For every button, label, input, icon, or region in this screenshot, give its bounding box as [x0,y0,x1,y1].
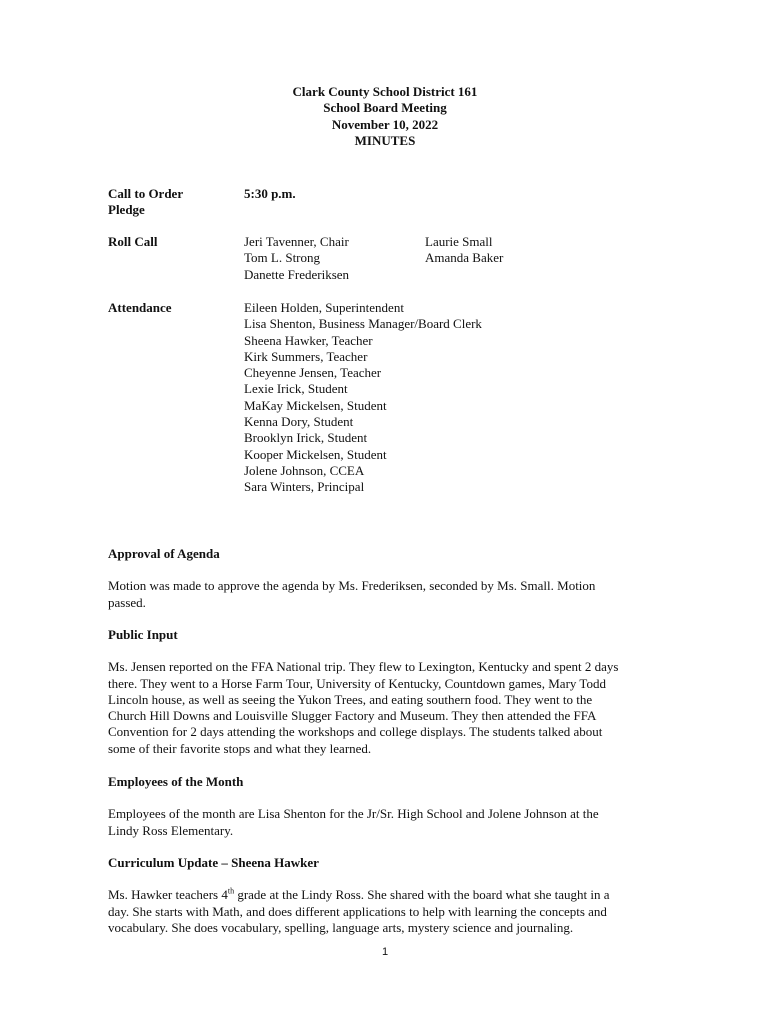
attendee: Eileen Holden, Superintendent [244,300,404,315]
document-header [0,84,770,149]
district-name: Clark County School District 161 [292,84,478,99]
roll-call-column-1 [244,234,349,283]
attendee: Lexie Irick, Student [244,381,348,397]
attendee: Kirk Summers, Teacher [244,348,368,364]
roll-call-column-2 [425,234,503,267]
roll-call-row [108,234,668,284]
section-heading: Approval of Agenda [108,546,220,561]
roll-call-member: Amanda Baker [425,250,504,266]
curriculum-update-section [108,855,663,936]
pledge-label: Pledge [108,202,145,218]
section-heading: Public Input [108,627,178,642]
section-paragraph: Motion was made to approve the agenda by Ms. Frederiksen, seconded by Ms. Small. Motion passed. [108,578,596,610]
page-number: 1 [381,946,389,958]
meeting-title: School Board Meeting [323,100,447,116]
call-to-order-time: 5:30 p.m. [244,186,296,201]
attendee: Lisa Shenton, Business Manager/Board Clerk [244,316,482,332]
roll-call-label: Roll Call [108,234,158,249]
section-paragraph: Ms. Hawker teachers 4th grade at the Lindy Ross. She shared with the board what she taught in a day. She starts with Math, and does different applications to help with learning the concepts and vocabulary. She does vocabulary, spelling, language arts, mystery science and journaling. [108,886,610,935]
attendee: Cheyenne Jensen, Teacher [244,365,382,381]
roll-call-member: Tom L. Strong [244,250,321,266]
attendance-list [244,300,482,496]
roll-call-member: Jeri Tavenner, Chair [244,234,349,249]
attendance-row [108,300,668,500]
section-heading: Employees of the Month [108,774,244,789]
attendance-label: Attendance [108,300,172,315]
call-to-order-label: Call to Order Pledge [108,186,238,219]
attendee: MaKay Mickelsen, Student [244,397,387,413]
attendee: Sara Winters, Principal [244,479,365,495]
section-paragraph: Employees of the month are Lisa Shenton for the Jr/Sr. High School and Jolene Johnson at the Lindy Ross Elementary. [108,806,599,838]
attendee: Jolene Johnson, CCEA [244,462,365,478]
approval-of-agenda-section [108,546,663,611]
section-heading: Curriculum Update – Sheena Hawker [108,855,319,870]
document-type: MINUTES [354,132,416,148]
roll-call-member: Danette Frederiksen [244,266,350,282]
attendee: Kooper Mickelsen, Student [244,446,387,462]
attendee: Kenna Dory, Student [244,414,354,430]
attendee: Sheena Hawker, Teacher [244,332,373,348]
employees-of-month-section [108,774,663,839]
section-paragraph: Ms. Jensen reported on the FFA National trip. They flew to Lexington, Kentucky and spent 2 days there. They went to a Horse Farm Tour, University of Kentucky, Countdown games, Mary Todd Lincoln house, as well as seeing the Yukon Trees, and eating southern food. They went to the Church Hill Downs and Louisville Slugger Factory and Museum. They then attended the FFA Convention for 2 days attending the workshops and college displays. The students talked about some of their favorite stops and what they learned. [108,659,619,756]
call-to-order-row [108,186,668,220]
public-input-section [108,627,663,757]
meeting-date: November 10, 2022 [331,116,439,132]
attendee: Brooklyn Irick, Student [244,430,368,446]
roll-call-member: Laurie Small [425,234,493,249]
